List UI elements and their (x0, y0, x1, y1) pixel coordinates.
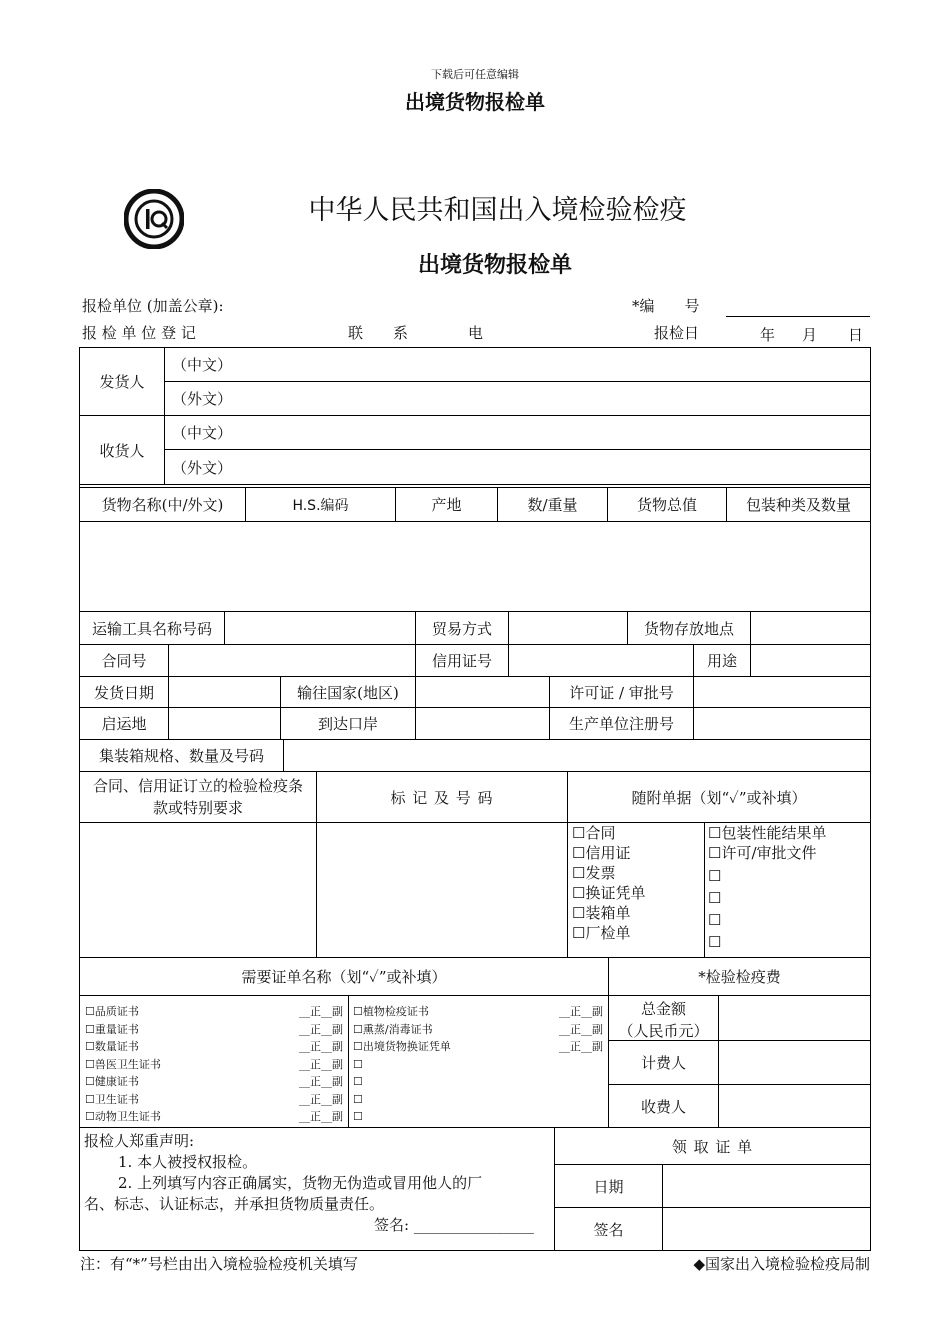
org-name: 中华人民共和国出入境检验检疫 (308, 195, 687, 226)
lc-no-field[interactable] (509, 645, 693, 676)
container-label: 集装箱规格、数量及号码 (98, 747, 264, 765)
footer-note: 注：有“*”号栏由出入境检验检疫机关填写 (80, 1255, 358, 1273)
arrival-port-label: 到达口岸 (317, 715, 378, 733)
ship-date-label: 发货日期 (93, 683, 154, 702)
dest-country-label: 输往国家(地区) (297, 683, 399, 702)
contract-no-field[interactable] (169, 645, 415, 676)
contract-no-label: 合同号 (101, 652, 147, 670)
permit-label: 许可证 / 审批号 (569, 683, 674, 702)
reg-label: 报 检 单 位 登 记 (82, 324, 196, 342)
container-field[interactable] (284, 740, 870, 771)
doc-checkbox[interactable]: ☐信用证 (572, 844, 631, 862)
collector-label: 收费人 (640, 1097, 686, 1116)
top-title: 出境货物报检单 (405, 90, 545, 114)
doc-checkbox[interactable]: ☐发票 (572, 864, 616, 882)
cert-row[interactable]: ☐动物卫生证书 __正__副 (85, 1110, 343, 1123)
cert-row[interactable]: ☐健康证书 __正__副 (85, 1075, 343, 1088)
goods-header-value: 货物总值 (636, 496, 697, 514)
declaration-text (84, 1131, 552, 1236)
collect-title: 领 取 证 单 (671, 1137, 754, 1156)
cert-row[interactable]: ☐出境货物换证凭单 __正__副 (353, 1040, 603, 1053)
collect-signature-label: 签名 (593, 1220, 624, 1239)
date-label: 报检日 (654, 324, 700, 342)
declaration-sign[interactable]: 签名: ________________ (374, 1216, 534, 1234)
origin-port-field[interactable] (169, 708, 280, 739)
docs-label: 随附单据（划“✓”或补填） (631, 788, 807, 807)
storage-label: 货物存放地点 (643, 619, 734, 638)
doc-checkbox[interactable]: ☐装箱单 (572, 904, 631, 922)
declaration-line2a: 2. 上列填写内容正确属实，货物无伪造或冒用他人的厂 (118, 1174, 483, 1192)
consignee-foreign-field[interactable]: （外文） (172, 458, 233, 477)
lc-no-label: 信用证号 (431, 652, 492, 670)
vehicle-field[interactable] (225, 612, 415, 644)
trade-mode-field[interactable] (509, 612, 627, 644)
applicant-label: 报检单位 (加盖公章): (82, 297, 224, 315)
consignee-cn-field[interactable]: （中文） (172, 424, 233, 442)
doc-checkbox[interactable]: ☐ (708, 889, 722, 907)
docs-right-list (708, 823, 826, 953)
collect-date-field[interactable] (663, 1165, 870, 1207)
usage-field[interactable] (751, 645, 870, 676)
dest-country-field[interactable] (416, 677, 549, 707)
cert-row[interactable]: ☐植物检疫证书 __正__副 (353, 1005, 603, 1018)
terms-label: 合同、信用证订立的检验检疫条款或特别要求 (92, 777, 303, 817)
goods-header-name: 货物名称(中/外文) (101, 496, 224, 514)
origin-port-label: 启运地 (101, 715, 147, 733)
goods-header-packing: 包装种类及数量 (745, 496, 851, 514)
cert-row[interactable]: ☐兽医卫生证书 __正__副 (85, 1057, 343, 1071)
goods-header-quantity: 数/重量 (527, 496, 578, 514)
shipper-label: 发货人 (99, 373, 145, 391)
shipper-foreign-field[interactable]: （外文） (172, 390, 233, 408)
calculator-label: 计费人 (640, 1054, 686, 1072)
permit-field[interactable] (694, 677, 870, 707)
day-label: 日 (848, 326, 864, 344)
docs-left-list (572, 823, 645, 943)
fee-title: *检验检疫费 (698, 968, 781, 986)
declaration-title: 报检人郑重声明: (84, 1132, 195, 1150)
arrival-port-field[interactable] (416, 708, 549, 739)
cert-row[interactable]: ☐卫生证书 __正__副 (85, 1092, 343, 1106)
certificates-title: 需要证单名称（划“✓”或补填） (241, 968, 447, 986)
producer-reg-label: 生产单位注册号 (568, 715, 674, 733)
usage-label: 用途 (706, 652, 737, 670)
calculator-field[interactable] (719, 1041, 870, 1084)
declaration-line1: 1. 本人被授权报检。 (118, 1153, 258, 1171)
goods-header-origin: 产地 (431, 496, 462, 514)
cert-row[interactable]: ☐ (353, 1057, 363, 1071)
cert-row[interactable]: ☐品质证书 __正__副 (85, 1005, 343, 1018)
doc-checkbox[interactable]: ☐厂检单 (572, 924, 631, 942)
footer-issuer: ◆国家出入境检验检疫局制 (693, 1255, 870, 1273)
storage-field[interactable] (751, 612, 870, 644)
cert-row[interactable]: ☐ (353, 1110, 363, 1123)
cert-row[interactable]: ☐重量证书 __正__副 (85, 1022, 343, 1036)
marks-field[interactable] (317, 823, 567, 957)
doc-checkbox[interactable]: ☐许可/审批文件 (708, 844, 817, 862)
doc-checkbox[interactable]: ☐ (708, 867, 722, 885)
producer-reg-field[interactable] (694, 708, 870, 739)
declaration-line2b: 名、标志、认证标志，并承担货物质量责任。 (84, 1195, 385, 1213)
collect-signature-field[interactable] (663, 1208, 870, 1250)
goods-header-hs: H.S.编码 (292, 497, 349, 514)
doc-checkbox[interactable]: ☐ (708, 933, 722, 951)
collect-date-label: 日期 (593, 1177, 624, 1196)
doc-checkbox[interactable]: ☐ (708, 911, 722, 929)
cert-row[interactable]: ☐熏蒸/消毒证书 __正__副 (353, 1022, 603, 1036)
form-title: 出境货物报检单 (417, 253, 572, 278)
cert-row[interactable]: ☐数量证书 __正__副 (85, 1040, 343, 1053)
top-note: 下载后可任意编辑 (431, 68, 519, 81)
cert-row[interactable]: ☐ (353, 1075, 363, 1088)
doc-checkbox[interactable]: ☐合同 (572, 824, 616, 842)
year-label: 年 (760, 326, 776, 344)
cert-right-list (353, 1003, 603, 1126)
total-amount-label: 总金额 （人民币元） (618, 1000, 709, 1040)
vehicle-label: 运输工具名称号码 (91, 619, 212, 638)
goods-entry-area[interactable] (80, 522, 870, 611)
doc-checkbox[interactable]: ☐包装性能结果单 (708, 824, 827, 842)
total-amount-field[interactable] (719, 996, 870, 1040)
contact-label: 联 系 电 (348, 324, 484, 342)
doc-checkbox[interactable]: ☐换证凭单 (572, 884, 646, 902)
ship-date-field[interactable] (169, 677, 280, 707)
cert-left-list (85, 1003, 343, 1126)
trade-mode-label: 贸易方式 (431, 619, 492, 638)
marks-label: 标 记 及 号 码 (390, 788, 494, 807)
cert-row[interactable]: ☐ (353, 1092, 363, 1106)
number-label: *编 号 (632, 297, 700, 315)
shipper-cn-field[interactable]: （中文） (172, 356, 233, 374)
consignee-label: 收货人 (99, 441, 145, 460)
terms-field[interactable] (80, 823, 316, 957)
month-label: 月 (802, 326, 818, 344)
collector-field[interactable] (719, 1085, 870, 1127)
number-field[interactable] (726, 316, 870, 317)
